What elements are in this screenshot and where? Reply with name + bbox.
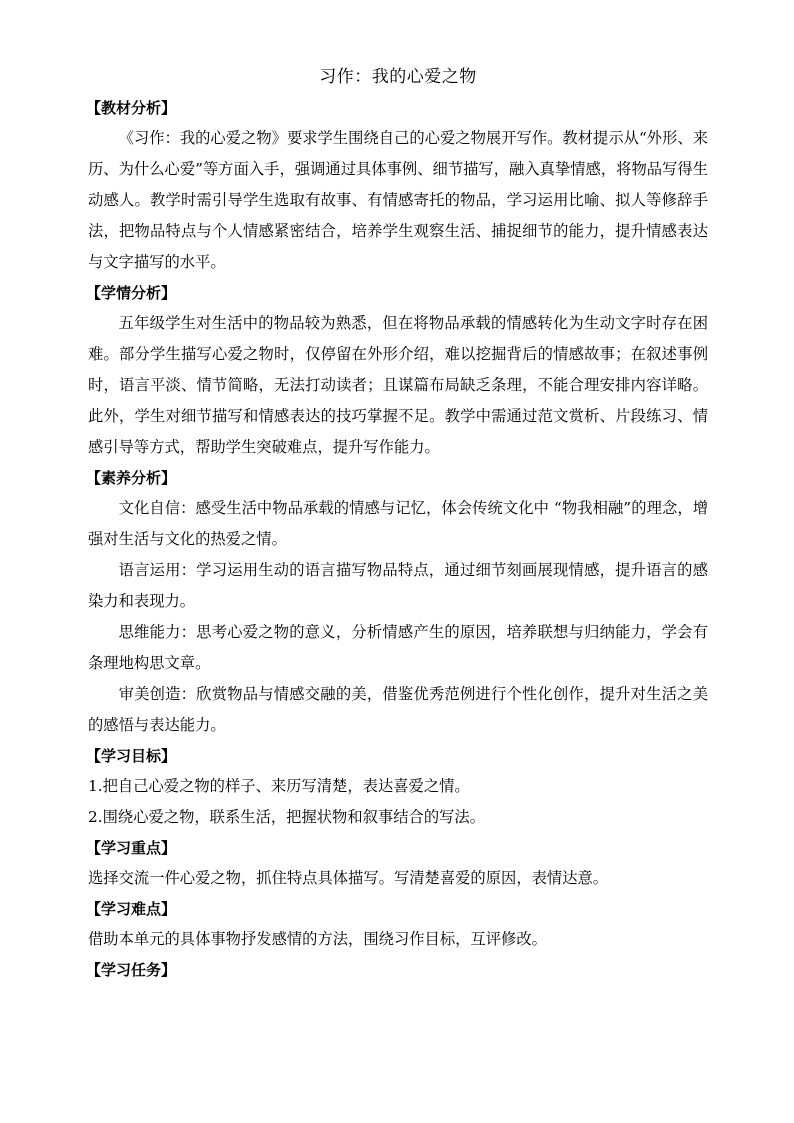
body-paragraph: 审美创造：欣赏物品与情感交融的美，借鉴优秀范例进行个性化创作，提升对生活之美的感悟与表达能力。 — [88, 685, 708, 734]
section-heading: 【学习难点】 — [86, 900, 177, 918]
list-item: 借助本单元的具体事物抒发感情的方法，围绕习作目标，互评修改。 — [88, 930, 547, 948]
document-title: 习作：我的心爱之物 — [319, 67, 477, 87]
section-key-points — [88, 833, 708, 894]
list-item: 2.围绕心爱之物，联系生活，把握状物和叙事结合的写法。 — [88, 808, 486, 826]
section-learning-tasks — [88, 955, 708, 985]
body-paragraph: 《习作：我的心爱之物》要求学生围绕自己的心爱之物展开写作。教材提示从“外形、来历、为什么心爱”等方面入手，强调通过具体事例、细节描写，融入真挚情感，将物品写得生动感人。教学时需引导学生选取有故事、有情感寄托的物品，学习运用比喻、拟人等修辞手法，把物品特点与个人情感紧密结合，培养学生观察生活、捕捉细节的能力，提升情感表达与文字描写的水平。 — [88, 129, 708, 271]
list-item: 1.把自己心爱之物的样子、来历写清楚，表达喜爱之情。 — [88, 777, 470, 795]
section-student-analysis — [88, 278, 708, 463]
section-heading: 【学情分析】 — [86, 284, 177, 302]
section-heading: 【学习任务】 — [86, 961, 177, 979]
section-difficulties — [88, 894, 708, 955]
list-item: 选择交流一件心爱之物，抓住特点具体描写。写清楚喜爱的原因，表情达意。 — [88, 869, 609, 887]
section-heading: 【学习目标】 — [86, 747, 177, 765]
body-paragraph: 文化自信：感受生活中物品承载的情感与记忆，体会传统文化中 “物我相融”的理念，增强对生活与文化的热爱之情。 — [88, 499, 708, 548]
section-heading: 【素养分析】 — [86, 469, 177, 487]
document-page — [88, 62, 708, 985]
body-paragraph: 思维能力：思考心爱之物的意义，分析情感产生的原因，培养联想与归纳能力，学会有条理地构思文章。 — [88, 623, 708, 672]
section-heading: 【学习重点】 — [86, 839, 177, 857]
section-heading: 【教材分析】 — [86, 99, 177, 117]
body-paragraph: 五年级学生对生活中的物品较为熟悉，但在将物品承载的情感转化为生动文字时存在困难。部分学生描写心爱之物时，仅停留在外形介绍，难以挖掘背后的情感故事；在叙述事例时，语言平淡、情节简略，无法打动读者；且谋篇布局缺乏条理，不能合理安排内容详略。此外，学生对细节描写和情感表达的技巧掌握不足。教学中需通过范文赏析、片段练习、情感引导等方式，帮助学生突破难点，提升写作能力。 — [88, 314, 708, 456]
section-learning-goals — [88, 741, 708, 833]
section-literacy-analysis — [88, 463, 708, 741]
section-textbook-analysis — [88, 93, 708, 278]
body-paragraph: 语言运用：学习运用生动的语言描写物品特点，通过细节刻画展现情感，提升语言的感染力和表现力。 — [88, 561, 708, 610]
